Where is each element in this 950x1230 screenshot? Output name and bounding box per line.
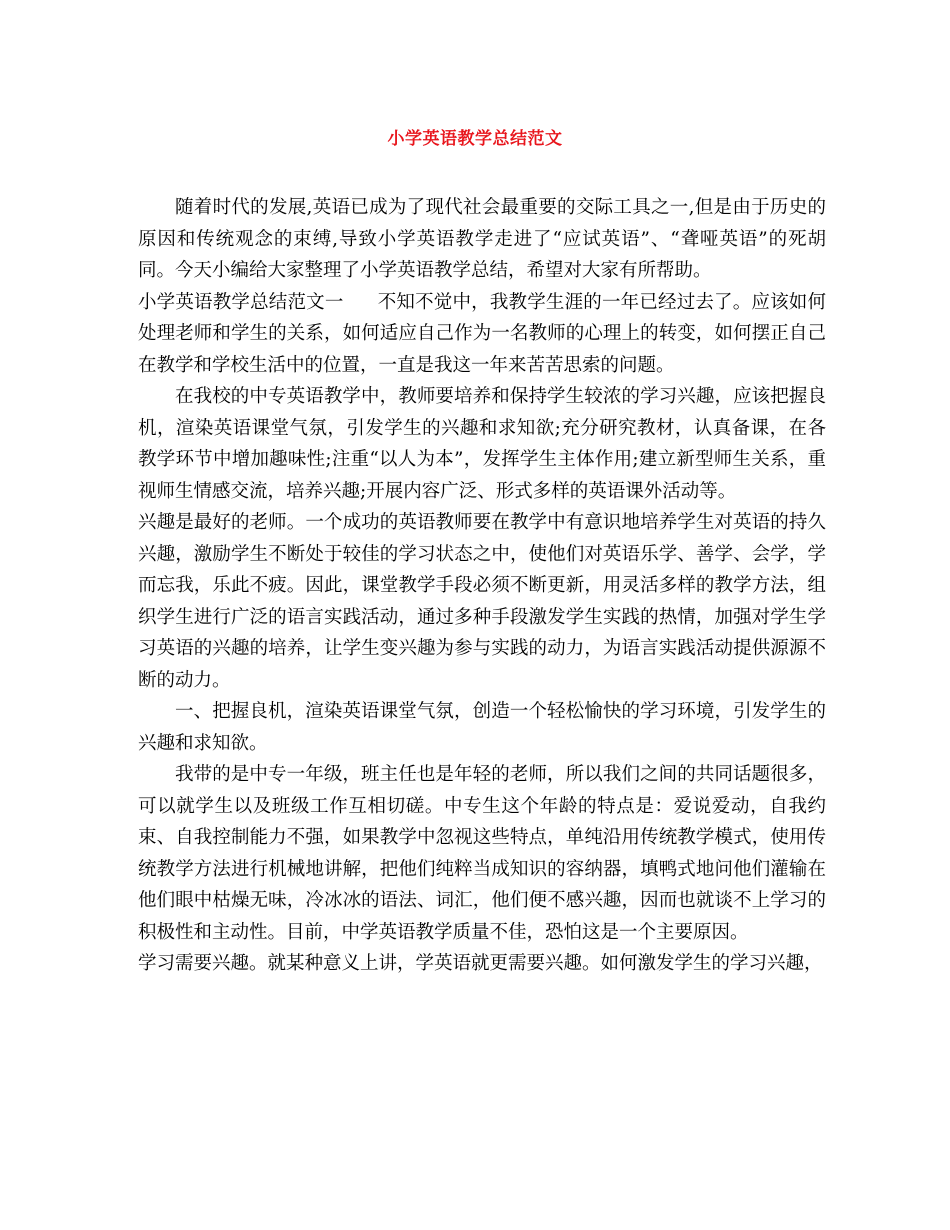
body-paragraph: 在我校的中专英语教学中，教师要培养和保持学生较浓的学习兴趣，应该把握良机，渲染英语课堂气氛，引发学生的兴趣和求知欲;充分研究教材，认真备课，在各教学环节中增加趣味性;注重“以人为本”，发挥学生主体作用;建立新型师生关系，重视师生情感交流，培养兴趣;开展内容广泛、形式多样的英语课外活动等。 [138, 386, 826, 502]
intro-paragraph: 随着时代的发展,英语已成为了现代社会最重要的交际工具之一,但是由于历史的原因和传统观念的束缚,导致小学英语教学走进了“应试英语”、“聋哑英语”的死胡同。今天小编给大家整理了小学英语教学总结，希望对大家有所帮助。 [138, 197, 826, 281]
section-heading: 小学英语教学总结范文一 [138, 291, 344, 313]
section-one-paragraph [138, 287, 826, 382]
body-paragraph: 我带的是中专一年级，班主任也是年轻的老师，所以我们之间的共同话题很多，可以就学生以及班级工作互相切磋。中专生这个年龄的特点是：爱说爱动，自我约束、自我控制能力不强，如果教学中忽视这些特点，单纯沿用传统教学模式，使用传统教学方法进行机械地讲解，把他们纯粹当成知识的容纳器，填鸭式地问他们灌输在他们眼中枯燥无味，冷冰冰的语法、词汇，他们便不感兴趣，因而也就谈不上学习的积极性和主动性。目前，中学英语教学质量不佳，恐怕这是一个主要原因。 [138, 764, 826, 943]
document-title: 小学英语教学总结范文 [387, 129, 563, 149]
subheading-paragraph: 一、把握良机，渲染英语课堂气氛，创造一个轻松愉快的学习环境，引发学生的兴趣和求知欲。 [138, 701, 826, 754]
document-body [138, 192, 826, 980]
section-one-text: 不知不觉中，我教学生涯的一年已经过去了。应该如何处理老师和学生的关系，如何适应自己作为一名教师的心理上的转变，如何摆正自己在教学和学校生活中的位置，一直是我这一年来苦苦思索的问题。 [138, 291, 826, 376]
body-paragraph: 学习需要兴趣。就某种意义上讲，学英语就更需要兴趣。如何激发学生的学习兴趣， [138, 953, 823, 974]
body-paragraph: 兴趣是最好的老师。一个成功的英语教师要在教学中有意识地培养学生对英语的持久兴趣，激励学生不断处于较佳的学习状态之中，使他们对英语乐学、善学、会学，学而忘我，乐此不疲。因此，课堂教学手段必须不断更新，用灵活多样的教学方法，组织学生进行广泛的语言实践活动，通过多种手段激发学生实践的热情，加强对学生学习英语的兴趣的培养，让学生变兴趣为参与实践的动力，为语言实践活动提供源源不断的动力。 [138, 512, 826, 691]
